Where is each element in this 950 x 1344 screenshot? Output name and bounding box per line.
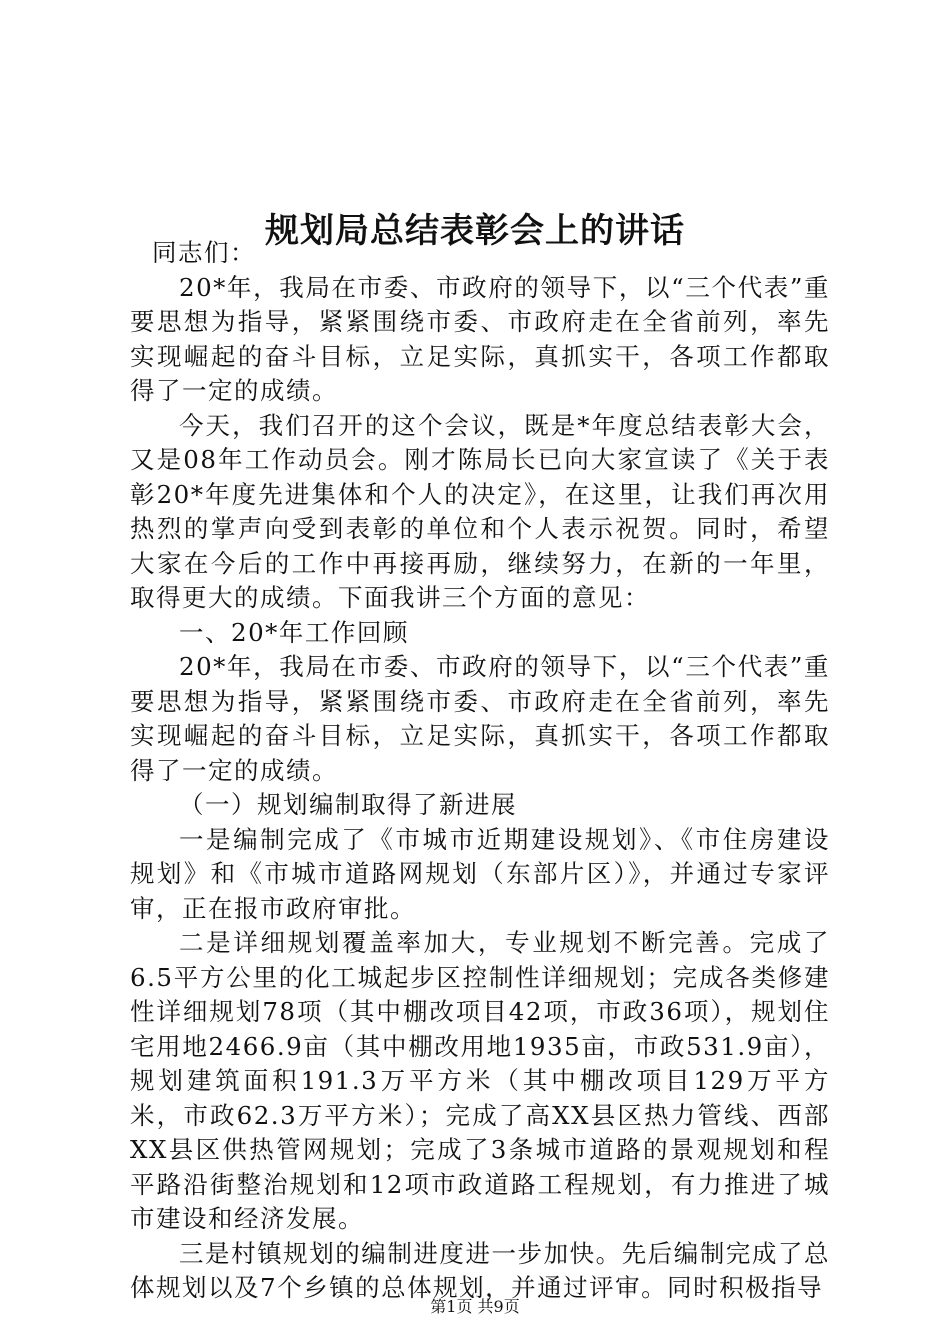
paragraph: 20*年，我局在市委、市政府的领导下，以“三个代表”重要思想为指导，紧紧围绕市委、市政府走在全省前列，率先实现崛起的奋斗目标，立足实际，真抓实干，各项工作都取得了一定的成绩。 — [130, 272, 830, 405]
page-footer: 第1页 共9页 — [430, 1297, 520, 1316]
document-title: 规划局总结表彰会上的讲话 — [265, 210, 685, 251]
section-heading: 一、20*年工作回顾 — [179, 617, 409, 647]
paragraph: 三是村镇规划的编制进度进一步加快。先后编制完成了总体规划以及7个乡镇的总体规划，并通过评审。同时积极指导 — [130, 1238, 830, 1302]
paragraph: 一是编制完成了《市城市近期建设规划》、《市住房建设规划》和《市城市道路网规划（东部片区）》，并通过专家评审，正在报市政府审批。 — [130, 824, 830, 923]
subsection-heading: （一）规划编制取得了新进展 — [179, 790, 517, 819]
salutation: 同志们： — [152, 238, 256, 267]
paragraph: 二是详细规划覆盖率加大，专业规划不断完善。完成了6.5平方公里的化工城起步区控制性详细规划；完成各类修建性详细规划78项（其中棚改项目42项，市政36项），规划住宅用地2466.9亩（其中棚改用地1935亩，市政531.9亩），规划建筑面积191.3万平方米（其中棚改项目129万平方米，市政62.3万平方米）；完成了高XX县区热力管线、西部XX县区供热管网规划；完成了3条城市道路的景观规划和程平路沿街整治规划和12项市政道路工程规划，有力推进了城市建设和经济发展。 — [130, 928, 830, 1233]
paragraph: 今天，我们召开的这个会议，既是*年度总结表彰大会，又是08年工作动员会。刚才陈局长已向大家宣读了《关于表彰20*年度先进集体和个人的决定》，在这里，让我们再次用热烈的掌声向受到表彰的单位和个人表示祝贺。同时，希望大家在今后的工作中再接再励，继续努力，在新的一年里，取得更大的成绩。下面我讲三个方面的意见： — [130, 410, 830, 612]
paragraph: 20*年，我局在市委、市政府的领导下，以“三个代表”重要思想为指导，紧紧围绕市委、市政府走在全省前列，率先实现崛起的奋斗目标，立足实际，真抓实干，各项工作都取得了一定的成绩。 — [130, 652, 830, 785]
document-body — [130, 236, 830, 1306]
